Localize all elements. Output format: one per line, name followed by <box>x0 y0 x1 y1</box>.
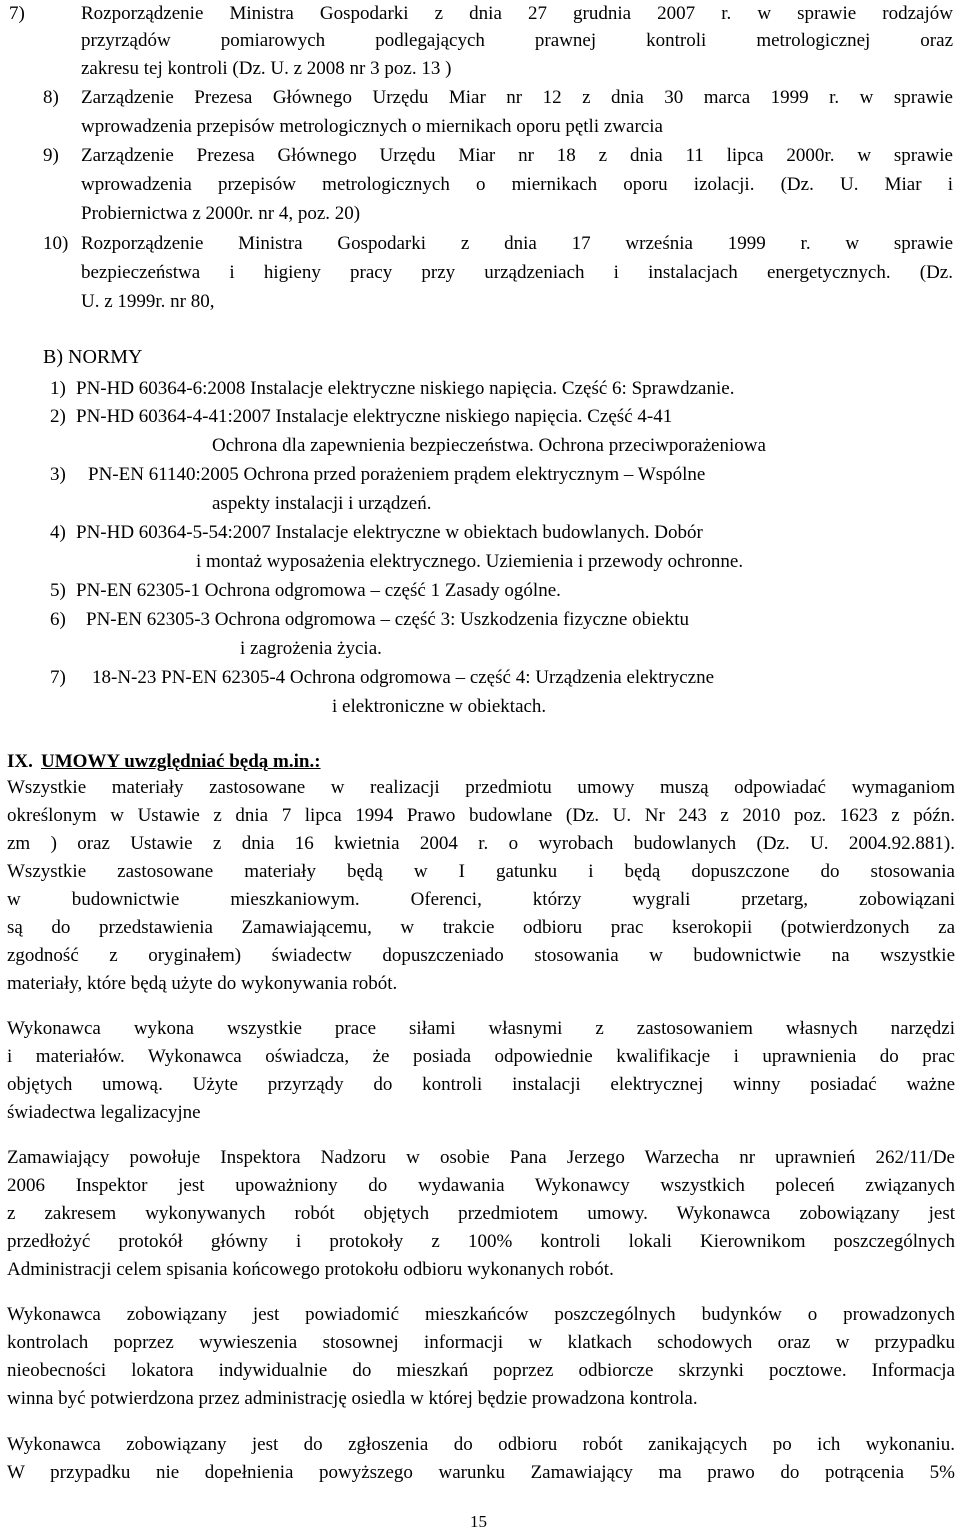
list-item-line: Probiernictwa z 2000r. nr 4, poz. 20) <box>81 203 361 224</box>
paragraph-line: zm ) oraz Ustawie z dnia 16 kwietnia 2004 r. o wyrobach budowlanych (Dz. U. 2004.92.881). <box>7 833 955 854</box>
paragraph-line: przedłożyć protokół główny i protokoły z 100% kontroli lokali Kierownikom poszczególnych <box>7 1231 955 1252</box>
list-item-line: aspekty instalacji i urządzeń. <box>212 493 432 514</box>
norms-heading: B) NORMY <box>43 346 143 368</box>
list-item-line: i elektroniczne w obiektach. <box>332 696 547 717</box>
paragraph-line: nieobecności lokatora indywidualnie do mieszkań poprzez odbiorcze skrzynki pocztowe. Informacja <box>7 1360 955 1381</box>
list-item-line: U. z 1999r. nr 80, <box>81 291 215 312</box>
list-item-line: Rozporządzenie Ministra Gospodarki z dnia 27 grudnia 2007 r. w sprawie rodzajów <box>81 3 953 24</box>
list-item-line: PN-HD 60364-6:2008 Instalacje elektryczne niskiego napięcia. Część 6: Sprawdzanie. <box>76 378 735 399</box>
list-item-line: PN-EN 62305-3 Ochrona odgromowa – część 3: Uszkodzenia fizyczne obiektu <box>86 609 690 630</box>
list-number: 4) <box>50 522 66 543</box>
list-item-line: przyrządów pomiarowych podlegających prawnej kontroli metrologicznej oraz <box>81 30 953 51</box>
list-item-line: PN-HD 60364-5-54:2007 Instalacje elektryczne w obiektach budowlanych. Dobór <box>76 522 703 543</box>
list-item-line: Rozporządzenie Ministra Gospodarki z dnia 17 września 1999 r. w sprawie <box>81 233 953 254</box>
list-item-line: PN-EN 61140:2005 Ochrona przed porażeniem prądem elektrycznym – Wspólne <box>88 464 706 485</box>
paragraph-line: są do przedstawienia Zamawiającemu, w trakcie odbioru prac kserokopii (potwierdzonych za <box>7 917 955 938</box>
paragraph-line: Wykonawca wykona wszystkie prace siłami własnymi z zastosowaniem własnych narzędzi <box>7 1018 955 1039</box>
paragraph-line: Wykonawca zobowiązany jest do zgłoszenia do odbioru robót zanikających po ich wykonaniu. <box>7 1434 955 1455</box>
paragraph-line: w budownictwie mieszkaniowym. Oferenci, którzy wygrali przetarg, zobowiązani <box>7 889 955 910</box>
list-number: 9) <box>43 145 59 166</box>
page-number: 15 <box>470 1512 487 1531</box>
paragraph-line: Wykonawca zobowiązany jest powiadomić mieszkańców poszczególnych budynków o prowadzonych <box>7 1304 955 1325</box>
paragraph-line: Wszystkie zastosowane materiały będą w I gatunku i będą dopuszczone do stosowania <box>7 861 955 882</box>
list-number: 7) <box>9 3 25 24</box>
list-item-line: Ochrona dla zapewnienia bezpieczeństwa. Ochrona przeciwporażeniowa <box>212 435 766 456</box>
paragraph-line: i materiałów. Wykonawca oświadcza, że posiada odpowiednie kwalifikacje i uprawnienia do prac <box>7 1046 955 1067</box>
paragraph-line: Wszystkie materiały zastosowane w realizacji przedmiotu umowy muszą odpowiadać wymaganiom <box>7 777 955 798</box>
list-item-line: i montaż wyposażenia elektrycznego. Uziemienia i przewody ochronne. <box>196 551 744 572</box>
list-item-line: wprowadzenia przepisów metrologicznych o miernikach oporu izolacji. (Dz. U. Miar i <box>81 174 953 195</box>
paragraph-line: z zakresem wykonywanych robót objętych przedmiotem umowy. Wykonawca zobowiązany jest <box>7 1203 955 1224</box>
paragraph-line: kontrolach poprzez wywieszenia stosownej informacji w klatkach schodowych oraz w przypadku <box>7 1332 955 1353</box>
paragraph-line: świadectwa legalizacyjne <box>7 1102 201 1123</box>
list-number: 5) <box>50 580 66 601</box>
list-number: 6) <box>50 609 66 630</box>
list-item-line: 18-N-23 PN-EN 62305-4 Ochrona odgromowa – część 4: Urządzenia elektryczne <box>92 667 715 688</box>
paragraph-line: winna być potwierdzona przez administrację osiedla w której będzie prowadzona kontrola. <box>7 1388 698 1409</box>
paragraph-line: zgodność z oryginałem) świadectw dopuszczeniado stosowania w budownictwie na wszystkie <box>7 945 955 966</box>
list-number: 8) <box>43 87 59 108</box>
paragraph-line: 2006 Inspektor jest upoważniony do wydawania Wykonawcy wszystkich poleceń związanych <box>7 1175 955 1196</box>
section-number: IX. <box>7 751 33 772</box>
list-number: 10) <box>43 233 69 254</box>
list-item-line: PN-EN 62305-1 Ochrona odgromowa – część 1 Zasady ogólne. <box>76 580 561 601</box>
list-item-line: zakresu tej kontroli (Dz. U. z 2008 nr 3 poz. 13 ) <box>81 58 452 79</box>
paragraph-line: materiały, które będą użyte do wykonywania robót. <box>7 973 398 994</box>
list-item-line: bezpieczeństwa i higieny pracy przy urządzeniach i instalacjach energetycznych. (Dz. <box>81 262 953 283</box>
list-item-line: i zagrożenia życia. <box>240 638 382 659</box>
list-number: 1) <box>50 378 66 399</box>
paragraph-line: Zamawiający powołuje Inspektora Nadzoru w osobie Pana Jerzego Warzecha nr uprawnień 262/11/De <box>7 1147 955 1168</box>
paragraph-line: W przypadku nie dopełnienia powyższego warunku Zamawiający ma prawo do potrącenia 5% <box>7 1462 955 1483</box>
list-item-line: Zarządzenie Prezesa Głównego Urzędu Miar nr 18 z dnia 11 lipca 2000r. w sprawie <box>81 145 953 166</box>
list-item-line: Zarządzenie Prezesa Głównego Urzędu Miar nr 12 z dnia 30 marca 1999 r. w sprawie <box>81 87 953 108</box>
list-number: 7) <box>50 667 66 688</box>
list-item-line: PN-HD 60364-4-41:2007 Instalacje elektryczne niskiego napięcia. Część 4-41 <box>76 406 673 427</box>
list-number: 2) <box>50 406 66 427</box>
list-number: 3) <box>50 464 66 485</box>
paragraph-line: określonym w Ustawie z dnia 7 lipca 1994 Prawo budowlane (Dz. U. Nr 243 z 2010 poz. 1623 z późn. <box>7 805 955 826</box>
list-item-line: wprowadzenia przepisów metrologicznych o miernikach oporu pętli zwarcia <box>81 116 663 137</box>
paragraph-line: objętych umową. Użyte przyrządy do kontroli instalacji elektrycznej winny posiadać ważne <box>7 1074 955 1095</box>
section-title: UMOWY uwzględniać będą m.in.: <box>41 751 321 772</box>
paragraph-line: Administracji celem spisania końcowego protokołu odbioru wykonanych robót. <box>7 1259 614 1280</box>
